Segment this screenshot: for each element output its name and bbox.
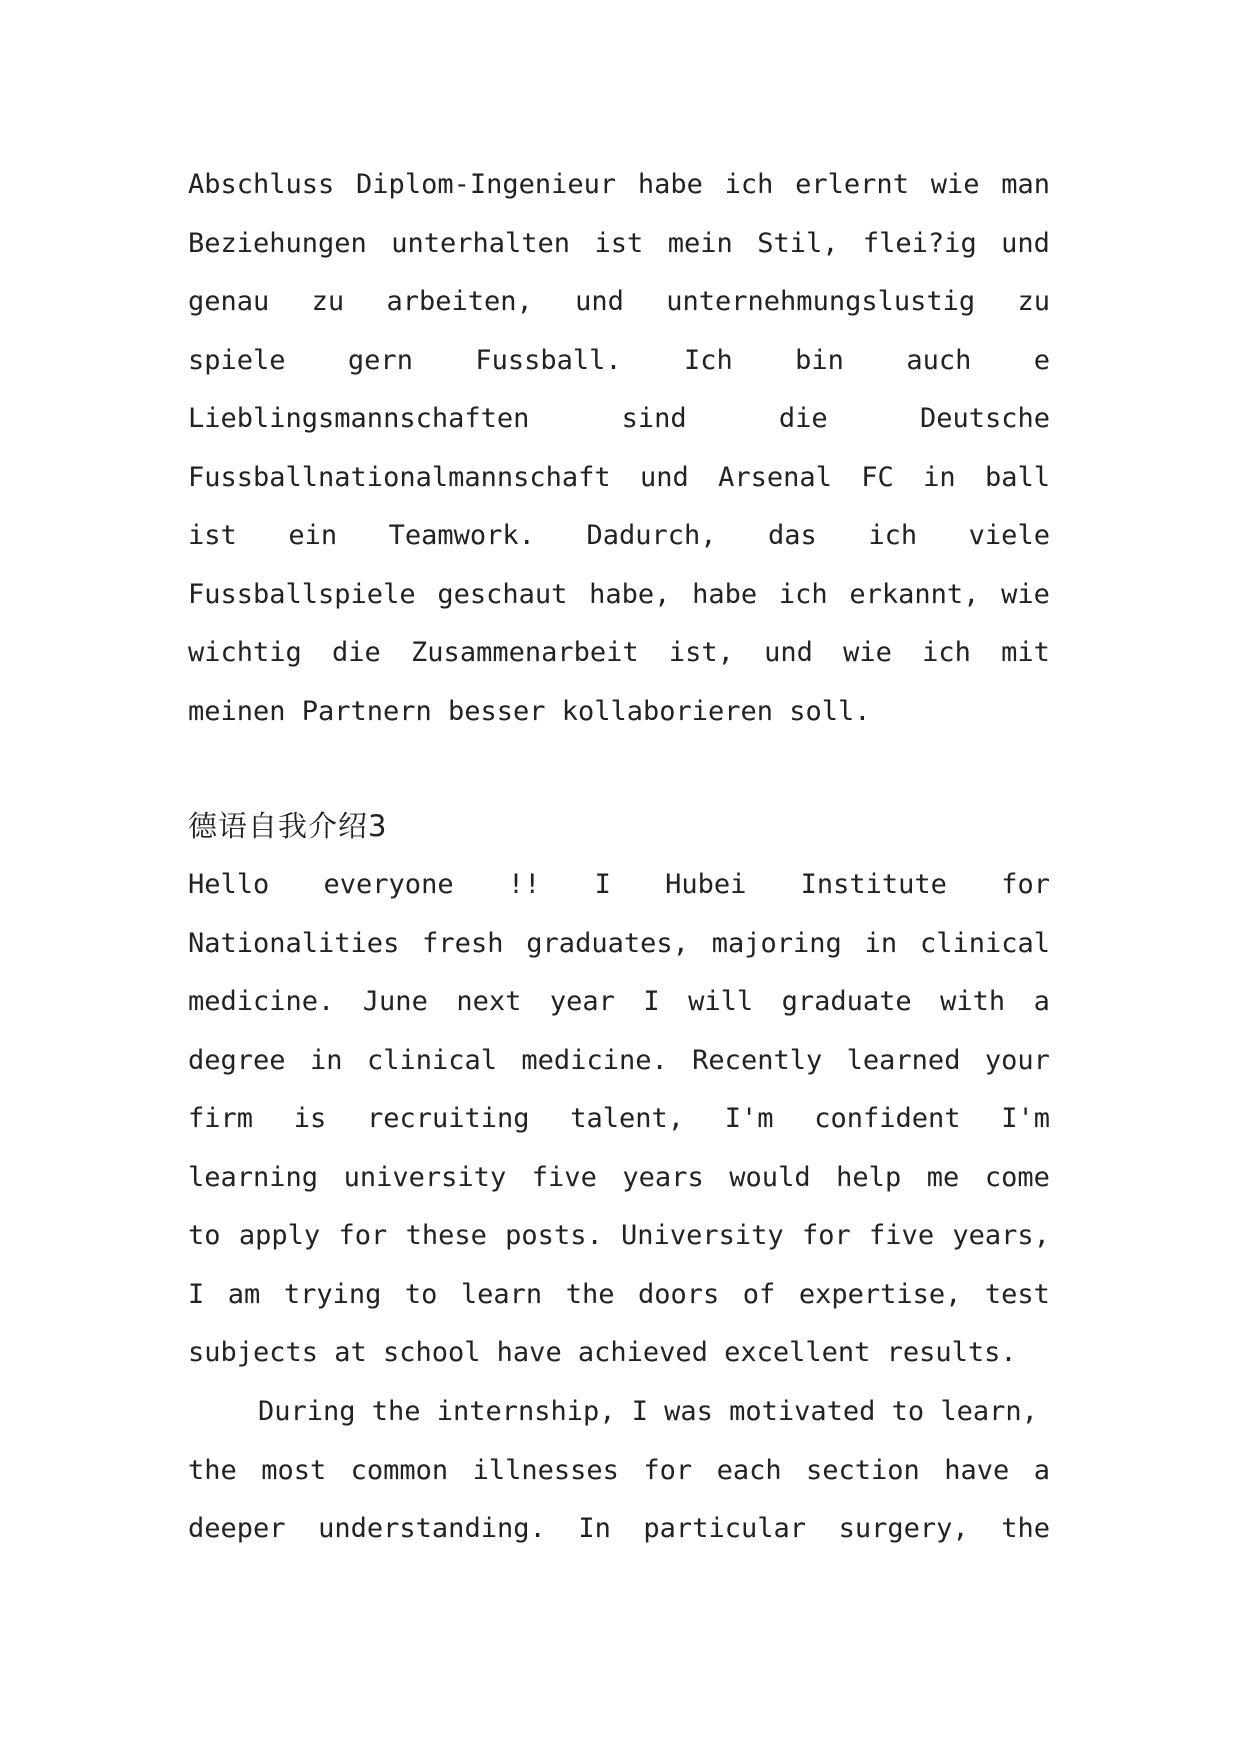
word: During [258, 1396, 356, 1427]
word: is [293, 1103, 327, 1134]
text-line [188, 507, 1050, 566]
word: und [639, 461, 689, 493]
word: besser [447, 695, 546, 727]
word: Partnern [301, 695, 432, 727]
word: unterhalten [391, 227, 571, 259]
word: with [940, 986, 1006, 1017]
word: will [688, 986, 754, 1017]
word: at [334, 1337, 367, 1368]
word: section [806, 1454, 920, 1486]
word: Hello [188, 869, 270, 900]
word: trying [283, 1278, 382, 1310]
word: talent, [570, 1103, 685, 1134]
word: bin [795, 344, 844, 376]
word: apply [238, 1220, 321, 1251]
word: motivated [729, 1396, 876, 1427]
word: Zusammenarbeit [411, 637, 639, 668]
word: learn, [940, 1396, 1038, 1427]
word: kollaborieren [561, 695, 774, 727]
word: would [729, 1161, 811, 1193]
word: learned [846, 1044, 961, 1076]
word: most [261, 1454, 327, 1486]
word: ich [724, 169, 774, 200]
word: mein [667, 227, 733, 259]
word: expertise, [798, 1278, 962, 1310]
word: surgery, [838, 1513, 969, 1544]
word: FC [861, 461, 894, 493]
word: habe, [589, 578, 671, 610]
text-line [188, 1149, 1050, 1208]
word: year [549, 986, 615, 1017]
word: school [382, 1337, 481, 1368]
word: zu [311, 286, 345, 317]
word: Recently [692, 1044, 823, 1076]
text-line [188, 915, 1050, 974]
word: particular [643, 1513, 806, 1544]
word: habe [637, 169, 703, 200]
word: recruiting [366, 1103, 530, 1134]
word: arbeiten, [386, 286, 533, 317]
word: habe [692, 578, 758, 610]
word: man [1001, 169, 1050, 200]
word: soll. [789, 695, 871, 727]
word: I [643, 986, 660, 1017]
word: results. [886, 1337, 1017, 1368]
word: was [664, 1396, 713, 1427]
word: the [565, 1278, 615, 1310]
word: graduate [781, 986, 912, 1017]
word: everyone [323, 869, 454, 900]
text-line [188, 332, 1050, 391]
text-line [188, 1500, 1050, 1559]
word: help [836, 1161, 902, 1193]
text-line [188, 624, 1050, 683]
word: of [742, 1278, 776, 1310]
word: the [371, 1396, 421, 1427]
section-heading: 德语自我介绍3 [188, 809, 388, 843]
word: wie [1001, 578, 1050, 610]
word: for [338, 1220, 388, 1251]
word: a [1033, 986, 1050, 1017]
word: June [362, 986, 428, 1017]
word: illnesses [472, 1454, 619, 1486]
word: auch [906, 344, 972, 376]
word: Fussball. [475, 344, 622, 376]
word: posts. [505, 1220, 603, 1251]
word: I [594, 869, 611, 900]
word: unternehmungslustig [666, 286, 976, 317]
word: me [926, 1161, 960, 1193]
word: to [188, 1220, 221, 1251]
word: medicine. [188, 986, 335, 1017]
word: ich [868, 520, 918, 551]
word: for [801, 1220, 851, 1251]
word: das [768, 520, 817, 551]
word: clinical [366, 1044, 497, 1076]
word: each [716, 1454, 782, 1486]
text-line [188, 1207, 1050, 1266]
word: your [984, 1044, 1050, 1076]
word: these [405, 1220, 487, 1251]
word: five [531, 1161, 597, 1193]
word: die [778, 403, 828, 434]
word: erlernt [795, 169, 909, 200]
word: !! [507, 869, 541, 900]
word: graduates, [526, 927, 689, 959]
word: erkannt, [849, 578, 980, 610]
word: spiele [188, 344, 286, 376]
word: fresh [422, 927, 504, 959]
text-line [188, 273, 1050, 332]
word: next [456, 986, 522, 1017]
text-line [188, 1442, 1050, 1501]
word: zu [1017, 286, 1050, 317]
word: Hubei [665, 869, 747, 900]
word: Teamwork. [388, 520, 535, 551]
word: I [631, 1396, 648, 1427]
text-line [188, 1324, 1050, 1383]
word: ist [594, 227, 644, 259]
word: Lieblingsmannschaften [188, 403, 530, 434]
word: clinical [919, 927, 1050, 959]
word: genau [188, 286, 270, 317]
word: the [188, 1454, 237, 1486]
paragraph-english-intro [188, 856, 1050, 1383]
text-line [188, 1266, 1050, 1325]
word: university [343, 1161, 507, 1193]
word: ist, [668, 637, 734, 668]
text-line [188, 683, 1050, 742]
word: learn [460, 1278, 543, 1310]
word: geschaut [437, 578, 568, 610]
word: a [1033, 1454, 1050, 1486]
word: wie [930, 169, 980, 200]
word: in [309, 1044, 343, 1076]
word: doors [638, 1278, 720, 1310]
word: internship, [436, 1396, 616, 1427]
word: In [578, 1513, 611, 1544]
word: subjects [188, 1337, 319, 1368]
text-line [188, 390, 1050, 449]
word: mit [1001, 637, 1050, 668]
word: Beziehungen [188, 227, 367, 259]
text-line [188, 1032, 1050, 1091]
word: understanding. [318, 1513, 546, 1544]
word: e [1033, 344, 1050, 376]
word: in [864, 927, 898, 959]
word: Stil, [757, 227, 839, 259]
text-line [188, 449, 1050, 508]
word: in [923, 461, 956, 493]
word: meinen [188, 695, 286, 727]
word: ich [922, 637, 971, 668]
word: ball [984, 461, 1050, 493]
word: common [350, 1454, 449, 1486]
word: years [622, 1161, 704, 1193]
word: have [944, 1454, 1010, 1486]
word: ein [288, 520, 338, 551]
word: I'm [1001, 1103, 1050, 1134]
text-line [188, 856, 1050, 915]
word: viele [968, 520, 1050, 551]
word: to [404, 1278, 438, 1310]
word: Fussballnationalmannschaft [188, 461, 611, 493]
word: flei?ig [862, 227, 977, 259]
word: Diplom-Ingenieur [356, 169, 617, 200]
word: und [764, 637, 813, 668]
word: Arsenal [718, 461, 832, 493]
word: gern [347, 344, 413, 376]
word: am [227, 1278, 261, 1310]
word: und [1001, 227, 1050, 259]
word: for [643, 1454, 693, 1486]
word: wie [843, 637, 892, 668]
word: firm [188, 1103, 254, 1134]
word: years, [952, 1220, 1050, 1251]
word: test [984, 1278, 1050, 1310]
paragraph-german [188, 156, 1050, 741]
text-line [188, 215, 1050, 274]
word: I [188, 1278, 205, 1310]
word: medicine. [521, 1044, 668, 1076]
word: wichtig [188, 637, 302, 668]
text-line [188, 1383, 1050, 1442]
word: Dadurch, [586, 520, 717, 551]
word: five [869, 1220, 935, 1251]
text-line [188, 156, 1050, 215]
word: majoring [711, 927, 842, 959]
word: come [984, 1161, 1050, 1193]
word: to [891, 1396, 925, 1427]
word: confident [814, 1103, 961, 1134]
word: und [575, 286, 624, 317]
word: achieved [577, 1337, 708, 1368]
word: Deutsche [919, 403, 1050, 434]
word: Abschluss [188, 169, 335, 200]
word: I'm [724, 1103, 774, 1134]
word: the [1001, 1513, 1050, 1544]
word: ich [778, 578, 828, 610]
word: University [621, 1220, 784, 1251]
word: sind [621, 403, 687, 434]
text-line [188, 973, 1050, 1032]
word: Institute [800, 869, 947, 900]
text-line [188, 1090, 1050, 1149]
text-line [188, 566, 1050, 625]
word: for [1001, 869, 1050, 900]
word: learning [188, 1161, 319, 1193]
word: Ich [684, 344, 733, 376]
word: degree [188, 1044, 286, 1076]
word: Fussballspiele [188, 578, 416, 610]
word: deeper [188, 1513, 286, 1544]
word: die [332, 637, 381, 668]
word: have [496, 1337, 562, 1368]
word: excellent [724, 1337, 871, 1368]
paragraph-english-internship [188, 1383, 1050, 1559]
word: Nationalities [188, 927, 400, 959]
word: ist [188, 520, 237, 551]
